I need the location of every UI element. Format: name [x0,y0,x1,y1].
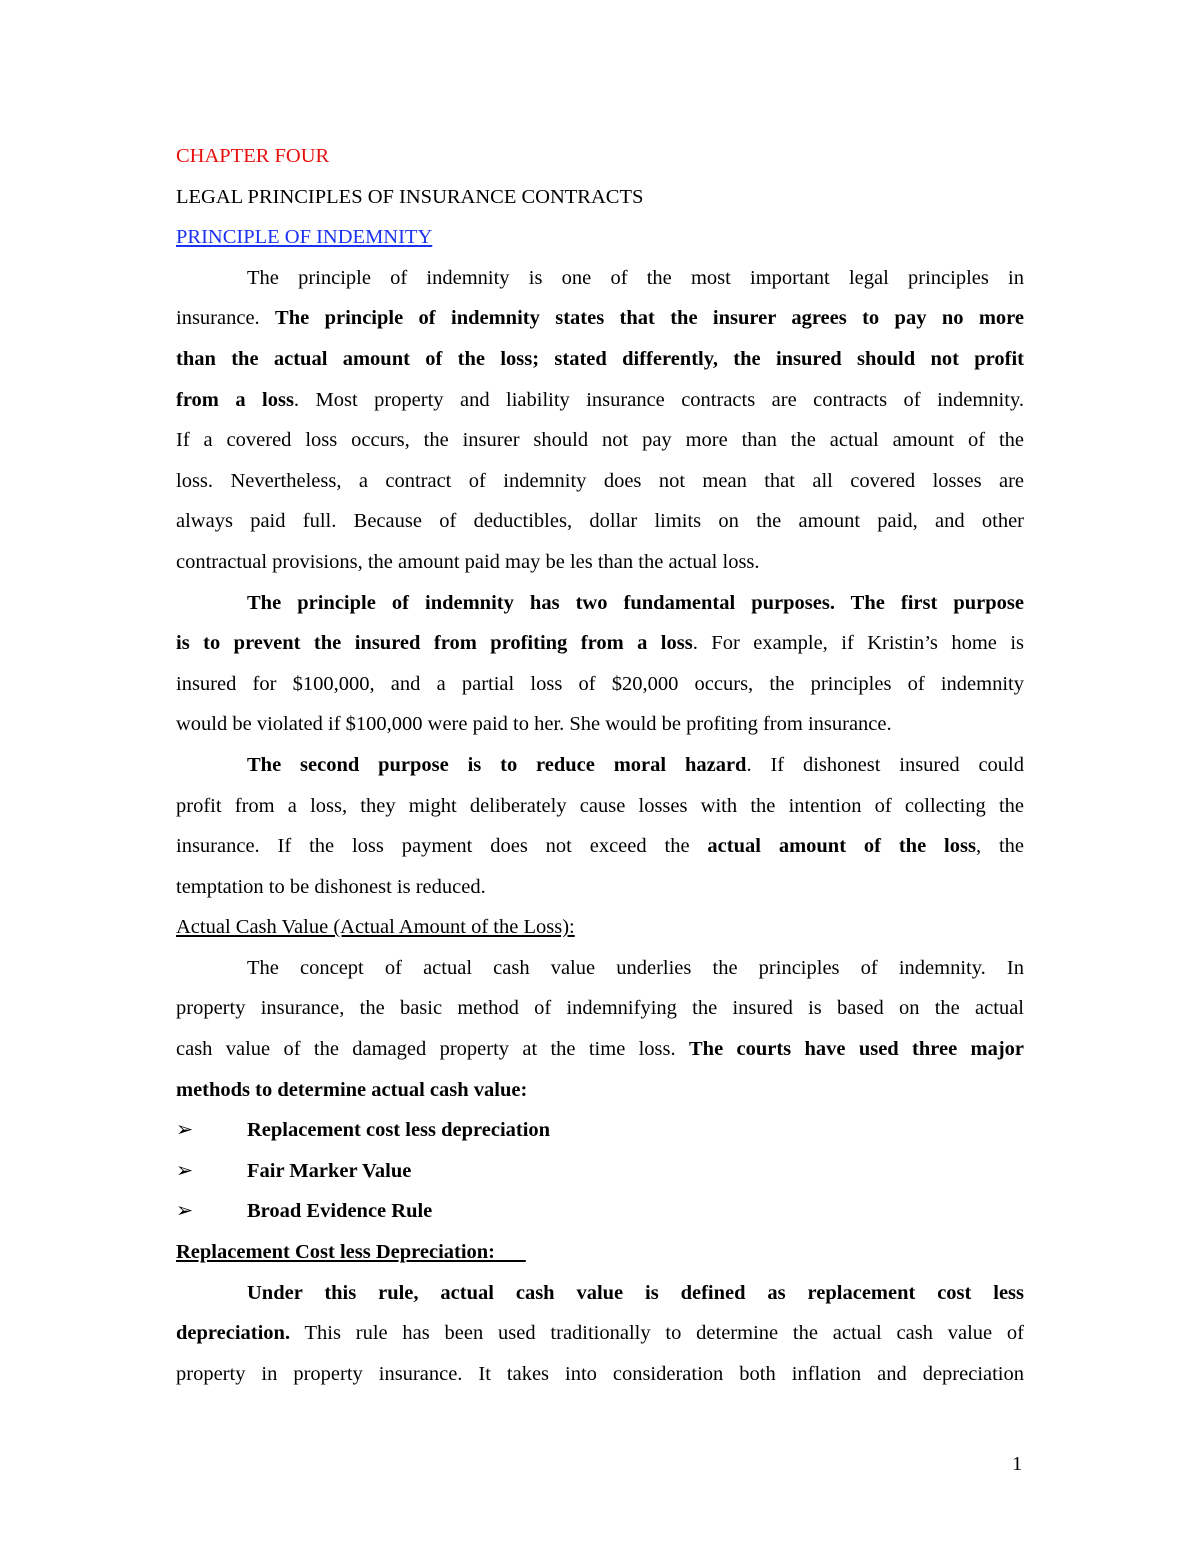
paragraph-line: contractual provisions, the amount paid may be les than the actual loss. [176,550,760,573]
page-number: 1 [1012,1453,1023,1475]
paragraph-line: The concept of actual cash value underlies the principles of indemnity. In [247,956,1024,979]
section-heading-actual-cash-value: Actual Cash Value (Actual Amount of the Loss): [176,916,575,939]
paragraph-line: insurance. If the loss payment does not exceed the actual amount of the loss, the [176,835,1024,858]
list-item: ➢ Replacement cost less depreciation [176,1110,1024,1151]
paragraph-line: would be violated if $100,000 were paid to her. She would be profiting from insurance. [176,713,892,736]
arrow-bullet-icon: ➢ [176,1200,194,1223]
paragraph-line: Under this rule, actual cash value is defined as replacement cost less [247,1281,1024,1304]
paragraph-line: from a loss. Most property and liability insurance contracts are contracts of indemnity. [176,388,1024,411]
paragraph-line: always paid full. Because of deductibles, dollar limits on the amount paid, and other [176,510,1024,533]
list-item: ➢ Fair Marker Value [176,1151,1024,1192]
paragraph-line: insured for $100,000, and a partial loss of $20,000 occurs, the principles of indemnity [176,672,1024,695]
paragraph-line: cash value of the damaged property at the time loss. The courts have used three major [176,1038,1024,1061]
page-content [176,136,1024,1394]
paragraph-line: profit from a loss, they might deliberately cause losses with the intention of collecting the [176,794,1024,817]
chapter-heading: CHAPTER FOUR [176,145,330,167]
paragraph-line: methods to determine actual cash value: [176,1078,528,1101]
paragraph-line: depreciation. This rule has been used traditionally to determine the actual cash value of [176,1322,1024,1345]
paragraph-line: The principle of indemnity is one of the most important legal principles in [247,266,1024,289]
paragraph-line: temptation to be dishonest is reduced. [176,875,486,898]
section-heading-replacement-cost: Replacement Cost less Depreciation: [176,1241,496,1264]
arrow-bullet-icon: ➢ [176,1159,194,1182]
paragraph-line: is to prevent the insured from profiting from a loss. For example, if Kristin’s home is [176,632,1024,655]
paragraph-line: The second purpose is to reduce moral hazard. If dishonest insured could [247,753,1024,776]
paragraph-line: property in property insurance. It takes into consideration both inflation and depreciation [176,1362,1024,1385]
paragraph-line: insurance. The principle of indemnity states that the insurer agrees to pay no more [176,307,1024,330]
paragraph-line: loss. Nevertheless, a contract of indemnity does not mean that all covered losses are [176,469,1024,492]
section-heading-indemnity[interactable]: PRINCIPLE OF INDEMNITY [176,226,433,249]
paragraph-line: than the actual amount of the loss; stated differently, the insured should not profit [176,347,1024,370]
arrow-bullet-icon: ➢ [176,1119,194,1142]
paragraph-line: property insurance, the basic method of indemnifying the insured is based on the actual [176,997,1024,1020]
list-item: ➢ Broad Evidence Rule [176,1191,1024,1232]
paragraph-line: The principle of indemnity has two fundamental purposes. The first purpose [247,591,1024,614]
chapter-title: LEGAL PRINCIPLES OF INSURANCE CONTRACTS [176,185,644,208]
paragraph-line: If a covered loss occurs, the insurer should not pay more than the actual amount of the [176,429,1024,452]
